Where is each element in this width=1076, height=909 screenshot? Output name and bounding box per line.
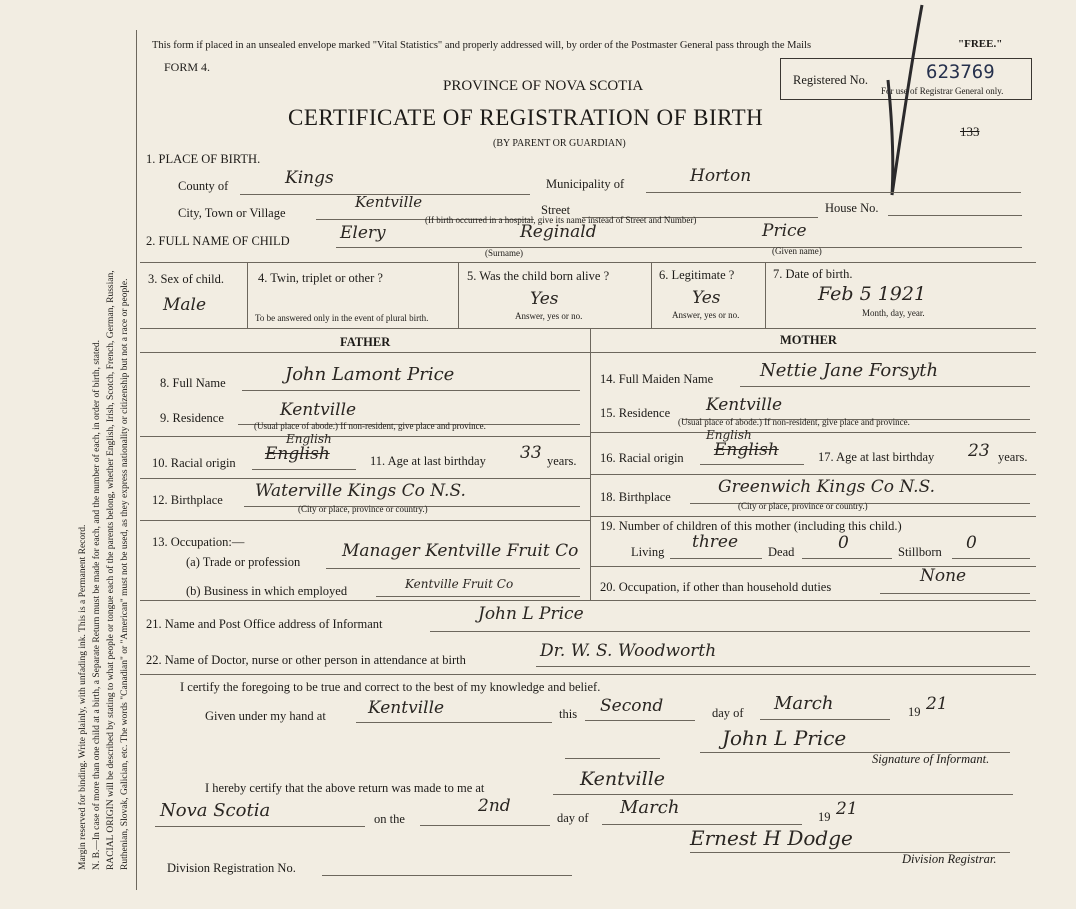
alive-note: Answer, yes or no.	[515, 311, 583, 321]
mother-years: years.	[998, 450, 1028, 464]
registered-note: For use of Registrar General only.	[881, 86, 1004, 96]
child-first-name: Elery	[340, 223, 386, 243]
house-label: House No.	[825, 201, 879, 215]
mother-residence-note: (Usual place of abode.) If non-resident, give place and province.	[678, 417, 910, 427]
father-name-value: John Lamont Price	[285, 364, 455, 385]
county-value: Kings	[285, 168, 334, 188]
registered-label: Registered No.	[793, 73, 868, 87]
mother-rule-a	[590, 432, 1036, 433]
alive-value: Yes	[530, 289, 559, 309]
signature-label: Signature of Informant.	[872, 752, 990, 766]
mother-heading: MOTHER	[780, 333, 837, 347]
stillborn-line	[952, 558, 1030, 559]
on-the-label: on the	[374, 812, 405, 826]
given-place: Kentville	[368, 698, 445, 718]
occupation-mother-value: None	[920, 566, 967, 586]
city-value: Kentville	[355, 193, 423, 211]
informant-label: 21. Name and Post Office address of Informant	[146, 617, 383, 631]
doctor-bottom-rule	[140, 674, 1036, 675]
certify-statement: I certify the foregoing to be true and correct to the best of my knowledge and belief.	[180, 680, 601, 694]
child-surname: Price	[762, 221, 807, 241]
stillborn-label: Stillborn	[898, 545, 942, 559]
mother-name-label: 14. Full Maiden Name	[600, 372, 714, 386]
occupation-label: 13. Occupation:—	[152, 535, 245, 549]
dead-value: 0	[838, 533, 849, 553]
house-line	[888, 215, 1022, 216]
mother-racial-label: 16. Racial origin	[600, 451, 684, 465]
living-label: Living	[631, 545, 665, 559]
month-line	[760, 719, 890, 720]
sex-label: 3. Sex of child.	[148, 272, 225, 286]
details-divider-2	[458, 262, 459, 328]
registrar-year-prefix: 19	[818, 810, 831, 824]
father-racial-label: 10. Racial origin	[152, 456, 236, 470]
details-divider-1	[247, 262, 248, 328]
municipality-value: Horton	[690, 166, 752, 186]
father-racial-line	[252, 469, 356, 470]
surname-note: (Surname)	[485, 248, 523, 258]
registrar-statement: I hereby certify that the above return was made to me at	[205, 781, 485, 795]
mail-notice: This form if placed in an unsealed envelope marked "Vital Statistics" and properly addressed will, by order of the Postmaster General pass through the Mails	[152, 40, 812, 51]
living-line	[670, 558, 762, 559]
registrar-year: 21	[836, 799, 858, 819]
legitimate-label: 6. Legitimate ?	[659, 268, 735, 282]
trade-line	[326, 568, 580, 569]
mother-birthplace-note: (City or place, province or country.)	[738, 501, 868, 511]
legitimate-note: Answer, yes or no.	[672, 310, 740, 320]
trade-value: Manager Kentville Fruit Co	[342, 541, 579, 561]
mother-name-line	[740, 386, 1030, 387]
informant-line	[430, 631, 1030, 632]
registrar-day-of: day of	[557, 811, 589, 825]
details-divider-3	[651, 262, 652, 328]
details-top-rule	[140, 262, 1036, 263]
mother-racial-value: English	[706, 428, 752, 442]
registrar-signature: Ernest H Dodge	[690, 826, 853, 850]
mother-residence-label: 15. Residence	[600, 406, 671, 420]
registrar-month-line	[602, 824, 802, 825]
date-value: Feb 5 1921	[818, 283, 927, 305]
parents-divider	[590, 328, 591, 600]
municipality-line	[646, 192, 1021, 193]
parents-bottom-rule	[140, 600, 1036, 601]
mother-rule-d	[590, 566, 1036, 567]
year-prefix: 19	[908, 705, 921, 719]
twin-note: To be answered only in the event of plural birth.	[255, 313, 429, 323]
parents-heading-rule	[140, 352, 1036, 353]
registrar-place-line	[553, 794, 1013, 795]
dead-label: Dead	[768, 545, 795, 559]
margin-note-1: Margin reserved for binding. Write plainly, with unfading ink. This is a Permanent Record.	[78, 524, 88, 870]
details-divider-4	[765, 262, 766, 328]
mother-age-label: 17. Age at last birthday	[818, 450, 935, 464]
registrar-signature-label: Division Registrar.	[902, 852, 997, 866]
mother-birthplace-value: Greenwich Kings Co N.S.	[718, 477, 936, 497]
father-name-line	[242, 390, 580, 391]
county-label: County of	[178, 179, 229, 193]
mother-rule-b	[590, 474, 1036, 475]
trade-label: (a) Trade or profession	[186, 555, 301, 569]
doctor-label: 22. Name of Doctor, nurse or other person in attendance at birth	[146, 653, 466, 667]
certificate-subtitle: (BY PARENT OR GUARDIAN)	[493, 138, 626, 149]
alive-label: 5. Was the child born alive ?	[467, 269, 610, 283]
province-heading: PROVINCE OF NOVA SCOTIA	[443, 78, 644, 94]
father-rule-a	[140, 436, 590, 437]
registrar-day: 2nd	[478, 796, 511, 816]
hospital-note: (If birth occurred in a hospital, give its name instead of Street and Number)	[425, 215, 697, 225]
certificate-title: CERTIFICATE OF REGISTRATION OF BIRTH	[288, 105, 764, 130]
doctor-value: Dr. W. S. Woodworth	[540, 641, 717, 661]
father-age-label: 11. Age at last birthday	[370, 454, 486, 468]
day-of-label: day of	[712, 706, 744, 720]
check-mark-icon	[880, 0, 930, 200]
given-note: (Given name)	[772, 246, 822, 256]
mother-name-value: Nettie Jane Forsyth	[760, 360, 939, 381]
margin-note-3: RACIAL ORIGIN will be described by stating to what people or tongue each of the parents belong, whether English, Irish, Scotch, French, German, Russian,	[106, 270, 116, 870]
father-age-value: 33	[520, 443, 542, 463]
city-label: City, Town or Village	[178, 206, 286, 220]
father-residence-value: Kentville	[280, 400, 357, 420]
father-years: years.	[547, 454, 577, 468]
day-value: Second	[600, 696, 664, 716]
twin-label: 4. Twin, triplet or other ?	[258, 271, 383, 285]
registered-number: 623769	[926, 61, 995, 83]
date-note: Month, day, year.	[862, 308, 925, 318]
margin-note-2: N. B.—In case of more than one child at a birth, a Separate Return must be made for each, and the number of each, in order of birth, stated.	[92, 340, 102, 870]
registrar-place: Kentville	[580, 768, 666, 790]
father-rule-b	[140, 478, 590, 479]
registrar-province-line	[155, 826, 365, 827]
occupation-mother-line	[880, 593, 1030, 594]
sex-value: Male	[163, 295, 207, 315]
mother-racial-line	[700, 464, 804, 465]
this-label: this	[559, 707, 578, 721]
mother-age-value: 23	[968, 441, 990, 461]
year-value: 21	[926, 694, 948, 714]
division-registration-label: Division Registration No.	[167, 861, 296, 875]
children-label: 19. Number of children of this mother (including this child.)	[600, 519, 902, 533]
mother-racial-struck: English	[714, 440, 779, 460]
father-residence-label: 9. Residence	[160, 411, 224, 425]
father-rule-c	[140, 520, 590, 521]
father-name-label: 8. Full Name	[160, 376, 226, 390]
mother-residence-value: Kentville	[706, 395, 783, 415]
given-place-line	[356, 722, 552, 723]
child-name-label: 2. FULL NAME OF CHILD	[146, 234, 290, 248]
business-label: (b) Business in which employed	[186, 584, 348, 598]
street-label: Street	[541, 203, 571, 217]
day-line	[585, 720, 695, 721]
margin-rule	[136, 30, 137, 890]
informant-value: John L Price	[478, 604, 584, 624]
month-value: March	[774, 693, 834, 714]
business-value: Kentville Fruit Co	[405, 577, 514, 591]
margin-note-4: Ruthenian, Slovak, Galician, etc. The words "Canadian" or "American" must not be used, as they express nationality or citizenship but not a race or people.	[120, 278, 130, 870]
division-registration-line	[322, 875, 572, 876]
mother-birthplace-label: 18. Birthplace	[600, 490, 671, 504]
child-middle-name: Reginald	[520, 222, 597, 242]
father-residence-note: (Usual place of abode.) If non-resident, give place and province.	[254, 421, 486, 431]
doctor-line	[536, 666, 1030, 667]
father-birthplace-note: (City or place, province or country.)	[298, 504, 428, 514]
struck-mark: 133	[960, 124, 980, 139]
business-line	[376, 596, 580, 597]
place-of-birth-heading: 1. PLACE OF BIRTH.	[146, 152, 261, 166]
registrar-month: March	[620, 797, 680, 818]
stillborn-value: 0	[966, 533, 977, 553]
living-value: three	[692, 532, 739, 552]
father-birthplace-label: 12. Birthplace	[152, 493, 223, 507]
dead-line	[802, 558, 892, 559]
father-heading: FATHER	[340, 335, 391, 349]
details-bottom-rule	[140, 328, 1036, 329]
father-birthplace-value: Waterville Kings Co N.S.	[255, 481, 466, 501]
date-label: 7. Date of birth.	[773, 267, 853, 281]
occupation-mother-label: 20. Occupation, if other than household duties	[600, 580, 832, 594]
father-racial-value: English	[286, 432, 332, 446]
blank-line	[565, 758, 660, 759]
mail-free: "FREE."	[958, 38, 1003, 50]
legitimate-value: Yes	[692, 288, 721, 308]
mother-rule-c	[590, 516, 1036, 517]
form-number: FORM 4.	[164, 60, 211, 74]
registrar-province: Nova Scotia	[160, 800, 271, 821]
municipality-label: Municipality of	[546, 177, 625, 191]
father-racial-struck: English	[265, 444, 330, 464]
given-label: Given under my hand at	[205, 709, 326, 723]
registrar-day-line	[420, 825, 550, 826]
child-name-line	[336, 247, 1022, 248]
informant-signature: John L Price	[722, 726, 847, 750]
